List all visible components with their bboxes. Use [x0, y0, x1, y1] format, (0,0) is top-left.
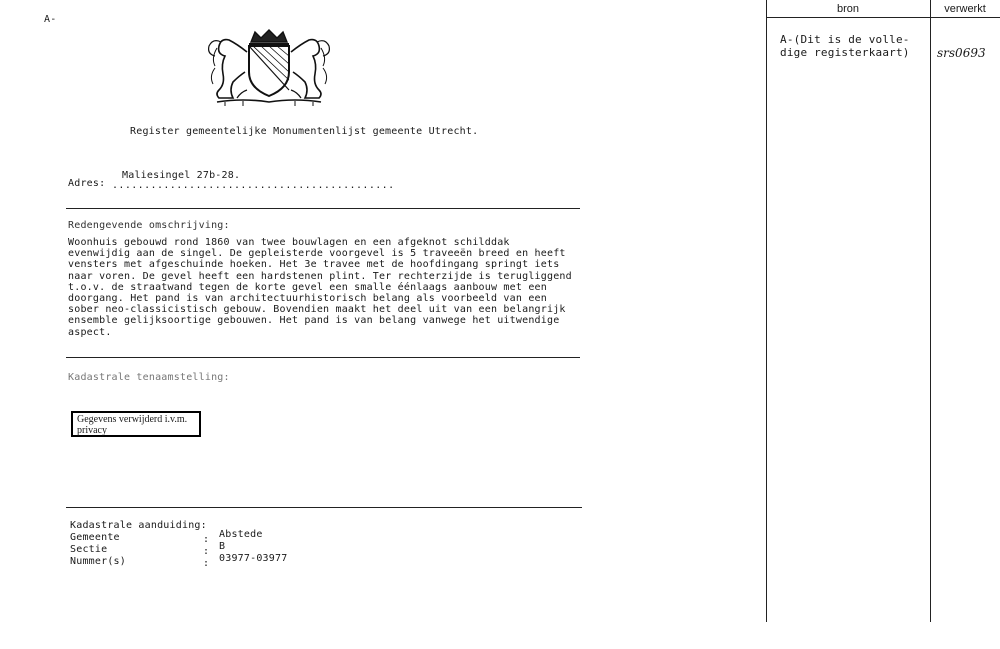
panel-border-left: [766, 0, 767, 622]
gemeente-value: Abstede: [219, 529, 263, 540]
redengevende-label: Redengevende omschrijving:: [68, 220, 230, 231]
section-divider: [66, 507, 582, 508]
description-line: naar voren. De gevel heeft een hardstenen plint. Ter rechterzijde is terugliggend: [68, 270, 572, 282]
description-line: aspect.: [68, 326, 112, 338]
panel-header-divider: [766, 17, 1000, 18]
description-line: ensemble gelijksoortige gebouwen. Het pand is van belang vanwege het uitwendige: [68, 315, 560, 327]
document-title: Register gemeentelijke Monumentenlijst gemeente Utrecht.: [130, 126, 479, 137]
nummers-label: Nummer(s): [70, 556, 126, 567]
panel-border-right: [930, 0, 931, 622]
description-line: Woonhuis gebouwd rond 1860 van twee bouwlagen en een afgeknot schilddak: [68, 237, 510, 248]
bron-note: [780, 33, 910, 59]
privacy-redaction-box: Gegevens verwijderd i.v.m. privacy: [71, 411, 201, 437]
bron-note-line: dige registerkaart): [780, 46, 910, 59]
section-divider: [66, 208, 580, 209]
sectie-value: B: [219, 541, 226, 552]
description-line: vensters met afgeschuinde hoeken. Het 3e travee met de hoofdingang springt iets: [68, 259, 560, 271]
description-line: t.o.v. de straatwand tegen de korte gevel een smalle éénlaags aanbouw met een: [68, 281, 547, 293]
adres-value: Maliesingel 27b-28.: [122, 170, 241, 181]
nummers-colon: :: [203, 558, 210, 569]
description-line: doorgang. Het pand is van architectuurhistorisch belang als voorbeeld van een: [68, 293, 547, 305]
section-divider: [66, 357, 580, 358]
description-line: sober neo-classicistisch gebouw. Bovendien maakt het deel uit van een belangrijk: [68, 304, 566, 316]
kadastrale-tenaamstelling-label: Kadastrale tenaamstelling:: [68, 372, 230, 383]
sectie-label: Sectie: [70, 544, 108, 555]
adres-label: Adres:: [68, 178, 106, 189]
kadastrale-aanduiding-label: Kadastrale aanduiding:: [70, 520, 207, 531]
verwerkt-value: srs0693: [937, 46, 986, 60]
bron-note-line: A-(Dit is de volle-: [780, 33, 910, 46]
sectie-colon: :: [203, 546, 210, 557]
adres-dotted-line: ............................................: [112, 180, 395, 191]
bron-column-header: bron: [836, 3, 860, 15]
gemeente-colon: :: [203, 534, 210, 545]
utrecht-coat-of-arms-icon: [203, 28, 335, 106]
nummers-value: 03977-03977: [219, 553, 288, 564]
redengevende-omschrijving: [68, 237, 588, 338]
gemeente-label: Gemeente: [70, 532, 120, 543]
corner-mark: A-: [44, 14, 57, 25]
verwerkt-column-header: verwerkt: [944, 3, 986, 15]
description-line: evenwijdig aan de singel. De gepleisterde voorgevel is 5 traveeën breed en heeft: [68, 248, 566, 260]
